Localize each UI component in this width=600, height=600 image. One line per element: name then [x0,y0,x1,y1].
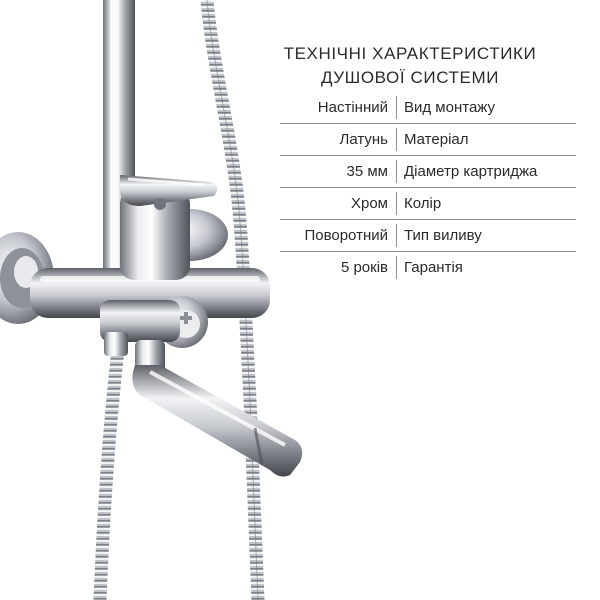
specs-title-line-1: ТЕХНІЧНІ ХАРАКТЕРИСТИКИ [283,44,537,63]
spout [132,340,302,477]
spec-row-cartridge [280,156,576,188]
spec-divider [396,224,397,247]
spec-row-spout-type [280,220,576,252]
spec-value: 35 мм [346,163,388,180]
spec-label: Вид монтажу [404,99,495,116]
spec-row-material [280,124,576,156]
spec-label: Матеріал [404,131,469,148]
spec-row-color [280,188,576,220]
hose-connector [104,332,128,356]
spec-divider [396,192,397,215]
spec-label: Гарантія [404,259,463,276]
spec-divider [396,256,397,279]
specs-table [280,92,576,283]
specs-title [270,42,550,90]
spec-divider [396,96,397,119]
spec-label: Тип виливу [404,227,482,244]
spec-value: 5 років [340,259,388,276]
spec-value: Настінний [317,99,388,116]
spec-divider [396,160,397,183]
spec-value: Латунь [339,131,388,148]
spec-divider [396,128,397,151]
spec-row-warranty [280,252,576,283]
spec-row-mounting [280,92,576,124]
spec-value: Хром [350,195,388,212]
spec-label: Діаметр картриджа [404,163,538,180]
spec-value: Поворотний [304,227,388,244]
spec-label: Колір [404,195,442,212]
specs-title-line-2: ДУШОВОЇ СИСТЕМИ [320,68,500,87]
